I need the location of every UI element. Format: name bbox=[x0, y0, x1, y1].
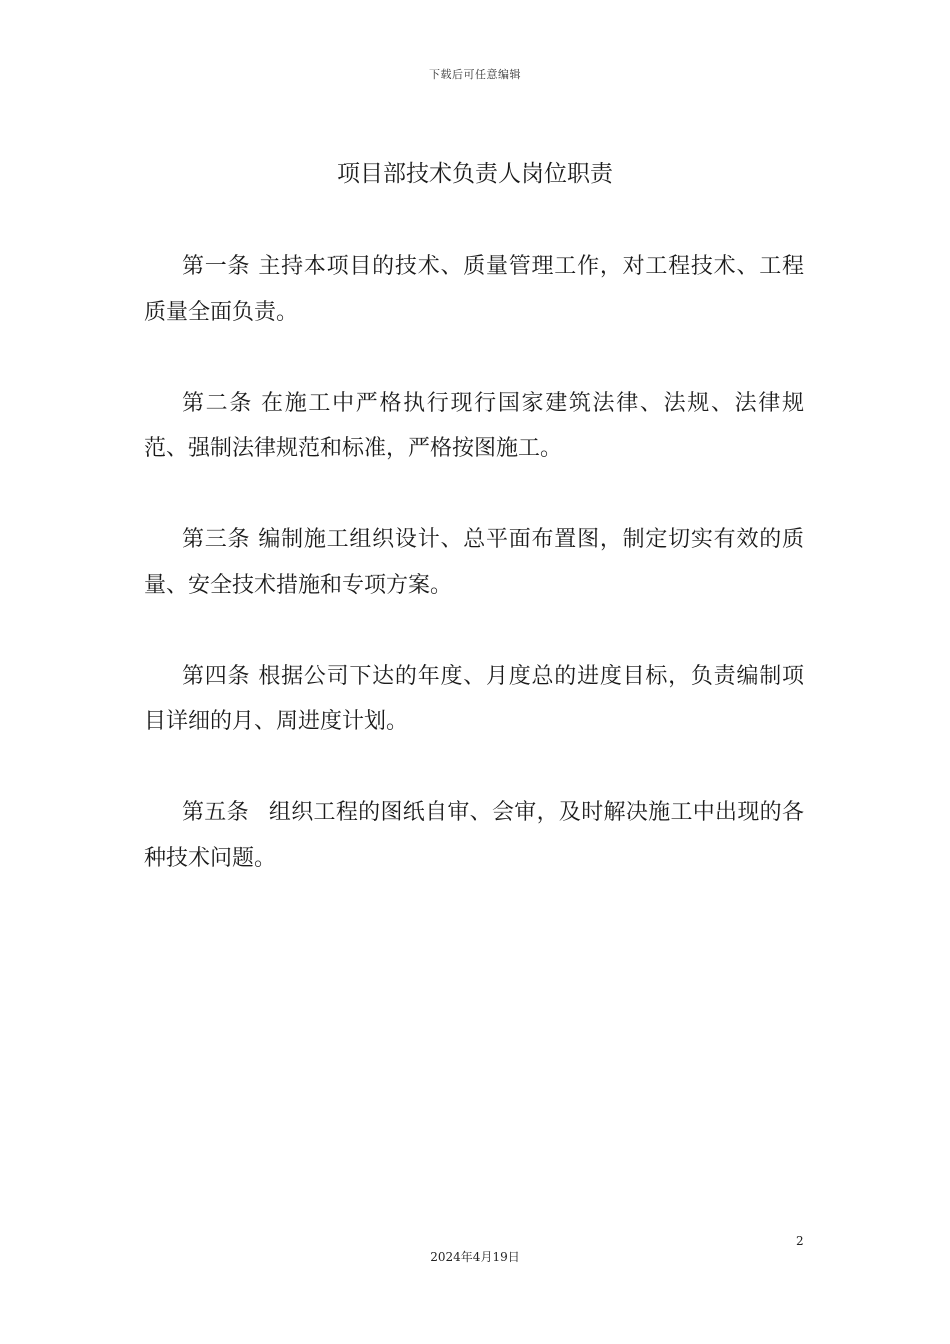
article-text: 组织工程的图纸自审、会审，及时解决施工中出现的各种技术问题。 bbox=[144, 800, 804, 871]
article-number: 第四条 bbox=[182, 663, 251, 689]
document-title: 项目部技术负责人岗位职责 bbox=[337, 161, 613, 187]
article-paragraph-4 bbox=[144, 654, 804, 745]
article-number: 第五条 bbox=[182, 800, 249, 825]
article-paragraph-3 bbox=[144, 517, 804, 608]
article-text: 根据公司下达的年度、月度总的进度目标，负责编制项目详细的月、周进度计划。 bbox=[144, 663, 804, 734]
article-text: 编制施工组织设计、总平面布置图，制定切实有效的质量、安全技术措施和专项方案。 bbox=[144, 527, 804, 598]
article-paragraph-2 bbox=[144, 381, 804, 472]
article-text: 主持本项目的技术、质量管理工作，对工程技术、工程质量全面负责。 bbox=[144, 254, 804, 325]
article-paragraph-5 bbox=[144, 790, 804, 881]
document-body bbox=[144, 244, 804, 881]
footer-date: 2024年4月19日 bbox=[430, 1250, 520, 1264]
article-paragraph-1 bbox=[144, 244, 804, 335]
header-note: 下载后可任意编辑 bbox=[429, 68, 521, 81]
page-number: 2 bbox=[796, 1234, 804, 1248]
article-number: 第二条 bbox=[182, 390, 254, 416]
article-text: 在施工中严格执行现行国家建筑法律、法规、法律规范、强制法律规范和标准，严格按图施工。 bbox=[144, 390, 804, 461]
article-number: 第一条 bbox=[182, 254, 251, 279]
article-number: 第三条 bbox=[182, 527, 251, 552]
